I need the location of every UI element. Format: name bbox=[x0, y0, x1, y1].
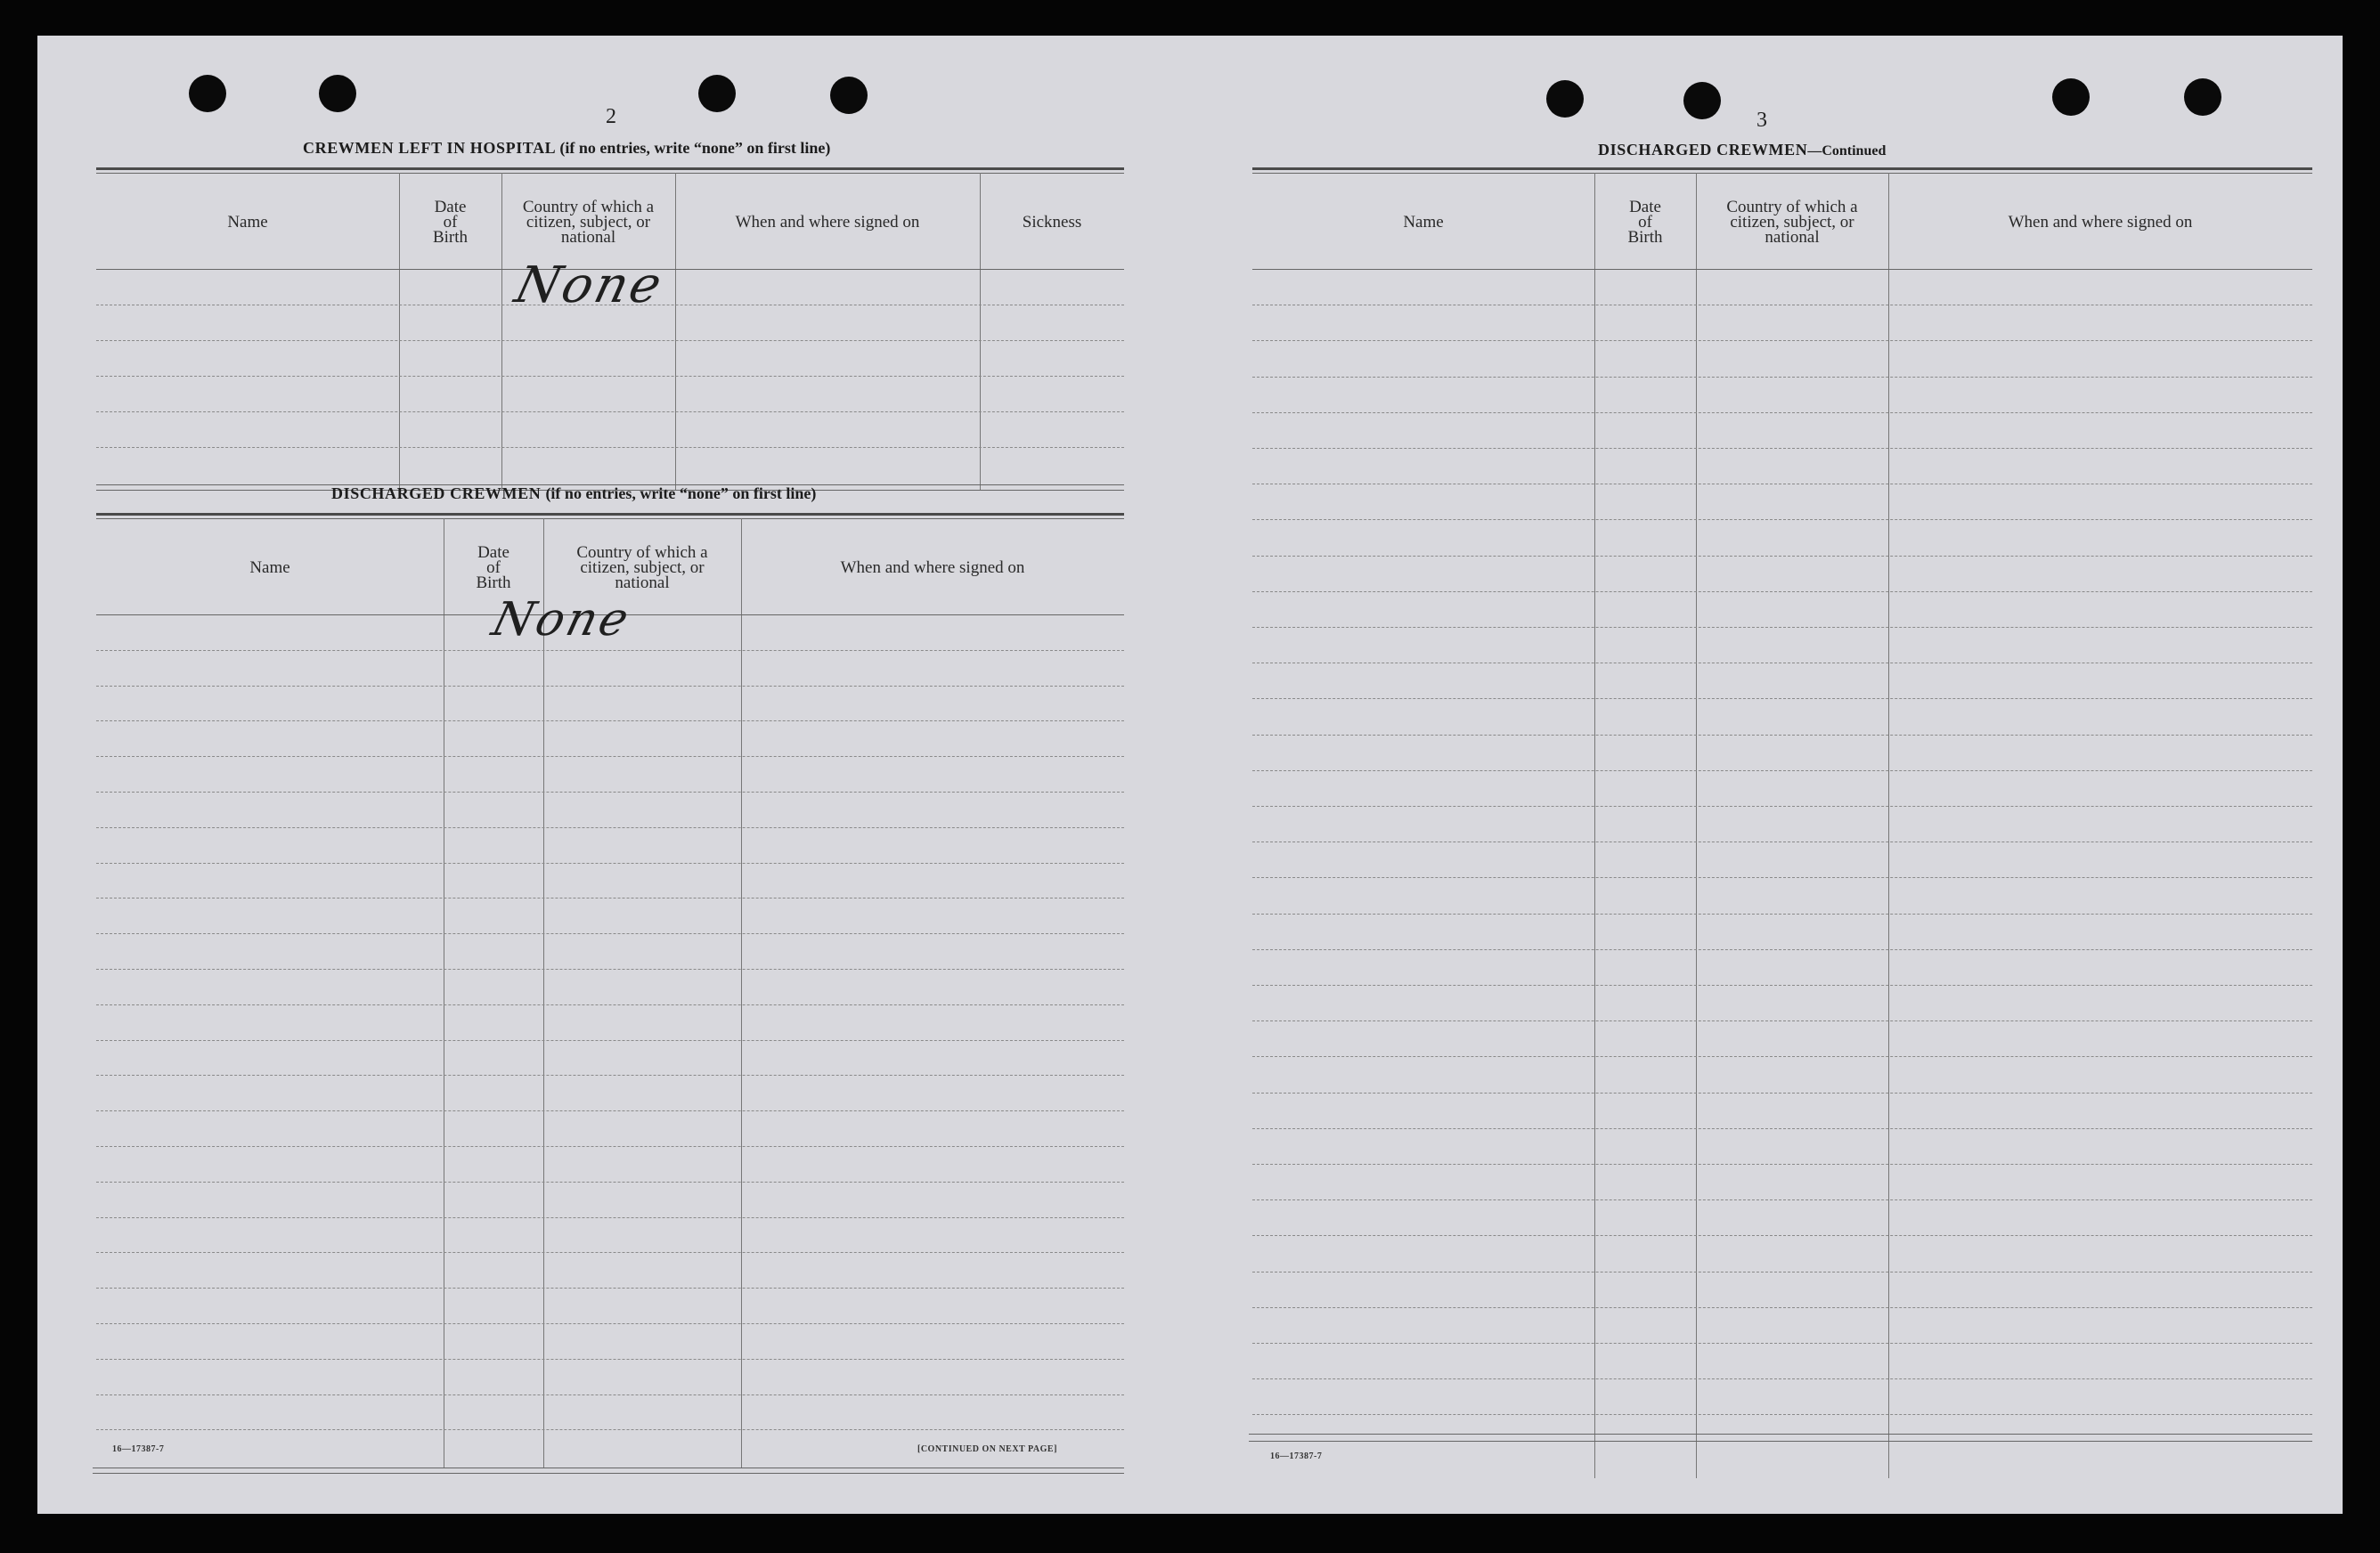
hospital-col-sickness: Sickness bbox=[1022, 212, 1082, 232]
ledger-row-line bbox=[1252, 1343, 2312, 1344]
form-number-left: 16—17387-7 bbox=[112, 1444, 165, 1454]
discharged-continued-title-text: DISCHARGED CREWMEN bbox=[1598, 141, 1808, 159]
right-bottom-rule-2 bbox=[1249, 1441, 2312, 1442]
punch-hole bbox=[1546, 80, 1584, 118]
ledger-row-line bbox=[96, 1004, 1124, 1005]
ledger-row-line bbox=[1252, 1378, 2312, 1379]
ledger-row-line bbox=[96, 756, 1124, 757]
ledger-row-line bbox=[1252, 1235, 2312, 1236]
ledger-row-line bbox=[1252, 1128, 2312, 1129]
right-col-country: Country of which a citizen, subject, or national bbox=[1726, 197, 1858, 247]
ledger-row-line bbox=[96, 1323, 1124, 1324]
discharged-col-name: Name bbox=[249, 557, 290, 577]
punch-hole bbox=[2052, 78, 2090, 116]
hospital-col-dob: Date of Birth bbox=[432, 197, 469, 247]
ledger-row-line bbox=[96, 933, 1124, 934]
right-col-name: Name bbox=[1403, 212, 1444, 232]
ledger-row-line bbox=[1252, 556, 2312, 557]
right-col-divider bbox=[1696, 173, 1697, 1478]
discharged-col-country: Country of which a citizen, subject, or national bbox=[576, 542, 708, 592]
hospital-handwritten-none: None bbox=[509, 256, 671, 314]
ledger-row-line bbox=[96, 1429, 1124, 1430]
punch-hole bbox=[1683, 82, 1721, 119]
right-col-signed-on: When and where signed on bbox=[2008, 212, 2193, 232]
ledger-row-line bbox=[1252, 1414, 2312, 1415]
discharged-handwritten-none: None bbox=[486, 593, 637, 646]
discharged-top-rule-2 bbox=[96, 518, 1124, 519]
hospital-top-rule bbox=[96, 167, 1124, 170]
hospital-col-country: Country of which a citizen, subject, or national bbox=[522, 197, 655, 247]
ledger-row-line bbox=[1252, 1307, 2312, 1308]
ledger-row-line bbox=[1252, 949, 2312, 950]
ledger-row-line bbox=[1252, 914, 2312, 915]
continued-note: [CONTINUED ON NEXT PAGE] bbox=[917, 1444, 1057, 1454]
discharged-top-rule bbox=[96, 513, 1124, 516]
ledger-row-line bbox=[96, 969, 1124, 970]
ledger-row-line bbox=[96, 1075, 1124, 1076]
punch-hole bbox=[698, 75, 736, 112]
right-header-rule bbox=[1252, 269, 2312, 270]
discharged-col-divider bbox=[543, 518, 544, 1468]
continued-label: —Continued bbox=[1807, 143, 1887, 159]
ledger-row-line bbox=[96, 1040, 1124, 1041]
ledger-row-line bbox=[96, 1359, 1124, 1360]
ledger-row-line bbox=[96, 1394, 1124, 1395]
discharged-continued-title bbox=[1598, 141, 1886, 159]
ledger-row-line bbox=[1252, 519, 2312, 520]
ledger-row-line bbox=[1252, 698, 2312, 699]
ledger-row-line bbox=[1252, 735, 2312, 736]
form-number-right: 16—17387-7 bbox=[1270, 1451, 1323, 1461]
ledger-row-line bbox=[1252, 985, 2312, 986]
hospital-instruction: (if no entries, write “none” on first line) bbox=[559, 139, 831, 157]
ledger-row-line bbox=[96, 1182, 1124, 1183]
ledger-row-line bbox=[1252, 1020, 2312, 1021]
discharged-col-signed-on: When and where signed on bbox=[840, 557, 1025, 577]
ledger-row-line bbox=[1252, 412, 2312, 413]
ledger-row-line bbox=[1252, 340, 2312, 341]
hospital-row-line bbox=[96, 447, 1124, 448]
page-number-left: 2 bbox=[606, 105, 616, 128]
right-col-dob: Date of Birth bbox=[1627, 197, 1663, 247]
ledger-row-line bbox=[96, 650, 1124, 651]
ledger-row-line bbox=[96, 1288, 1124, 1289]
document-page-spread bbox=[37, 36, 2343, 1514]
ledger-row-line bbox=[1252, 1093, 2312, 1094]
ledger-row-line bbox=[1252, 448, 2312, 449]
ledger-row-line bbox=[96, 827, 1124, 828]
discharged-bottom-rule-2 bbox=[93, 1473, 1124, 1474]
hospital-title-text: CREWMEN LEFT IN HOSPITAL bbox=[303, 139, 556, 157]
ledger-row-line bbox=[96, 863, 1124, 864]
ledger-row-line bbox=[96, 1252, 1124, 1253]
ledger-row-line bbox=[1252, 806, 2312, 807]
discharged-title-text: DISCHARGED CREWMEN bbox=[331, 484, 542, 502]
ledger-row-line bbox=[1252, 1164, 2312, 1165]
punch-hole bbox=[830, 77, 868, 114]
ledger-row-line bbox=[96, 720, 1124, 721]
hospital-col-signed-on: When and where signed on bbox=[735, 212, 920, 232]
hospital-col-name: Name bbox=[227, 212, 268, 232]
ledger-row-line bbox=[1252, 1199, 2312, 1200]
punch-hole bbox=[189, 75, 226, 112]
right-col-divider bbox=[1594, 173, 1595, 1478]
ledger-row-line bbox=[1252, 1056, 2312, 1057]
punch-hole bbox=[319, 75, 356, 112]
ledger-row-line bbox=[1252, 627, 2312, 628]
hospital-top-rule-2 bbox=[96, 173, 1124, 174]
page-number-right: 3 bbox=[1756, 109, 1767, 132]
ledger-row-line bbox=[96, 1217, 1124, 1218]
right-top-rule bbox=[1252, 167, 2312, 170]
ledger-row-line bbox=[96, 1110, 1124, 1111]
discharged-col-divider bbox=[741, 518, 742, 1468]
punch-hole bbox=[2184, 78, 2221, 116]
ledger-row-line bbox=[1252, 377, 2312, 378]
right-col-divider bbox=[1888, 173, 1889, 1478]
ledger-row-line bbox=[1252, 877, 2312, 878]
right-top-rule-2 bbox=[1252, 173, 2312, 174]
discharged-col-dob: Date of Birth bbox=[476, 542, 511, 592]
ledger-row-line bbox=[96, 1146, 1124, 1147]
ledger-row-line bbox=[96, 686, 1124, 687]
ledger-row-line bbox=[1252, 770, 2312, 771]
ledger-row-line bbox=[96, 792, 1124, 793]
hospital-section-title bbox=[303, 139, 830, 158]
hospital-row-line bbox=[96, 376, 1124, 377]
discharged-title-row bbox=[331, 484, 816, 503]
discharged-instruction: (if no entries, write “none” on first line) bbox=[545, 484, 817, 502]
ledger-row-line bbox=[1252, 591, 2312, 592]
hospital-row-line bbox=[96, 411, 1124, 412]
hospital-row-line bbox=[96, 340, 1124, 341]
right-bottom-rule bbox=[1249, 1434, 2312, 1435]
